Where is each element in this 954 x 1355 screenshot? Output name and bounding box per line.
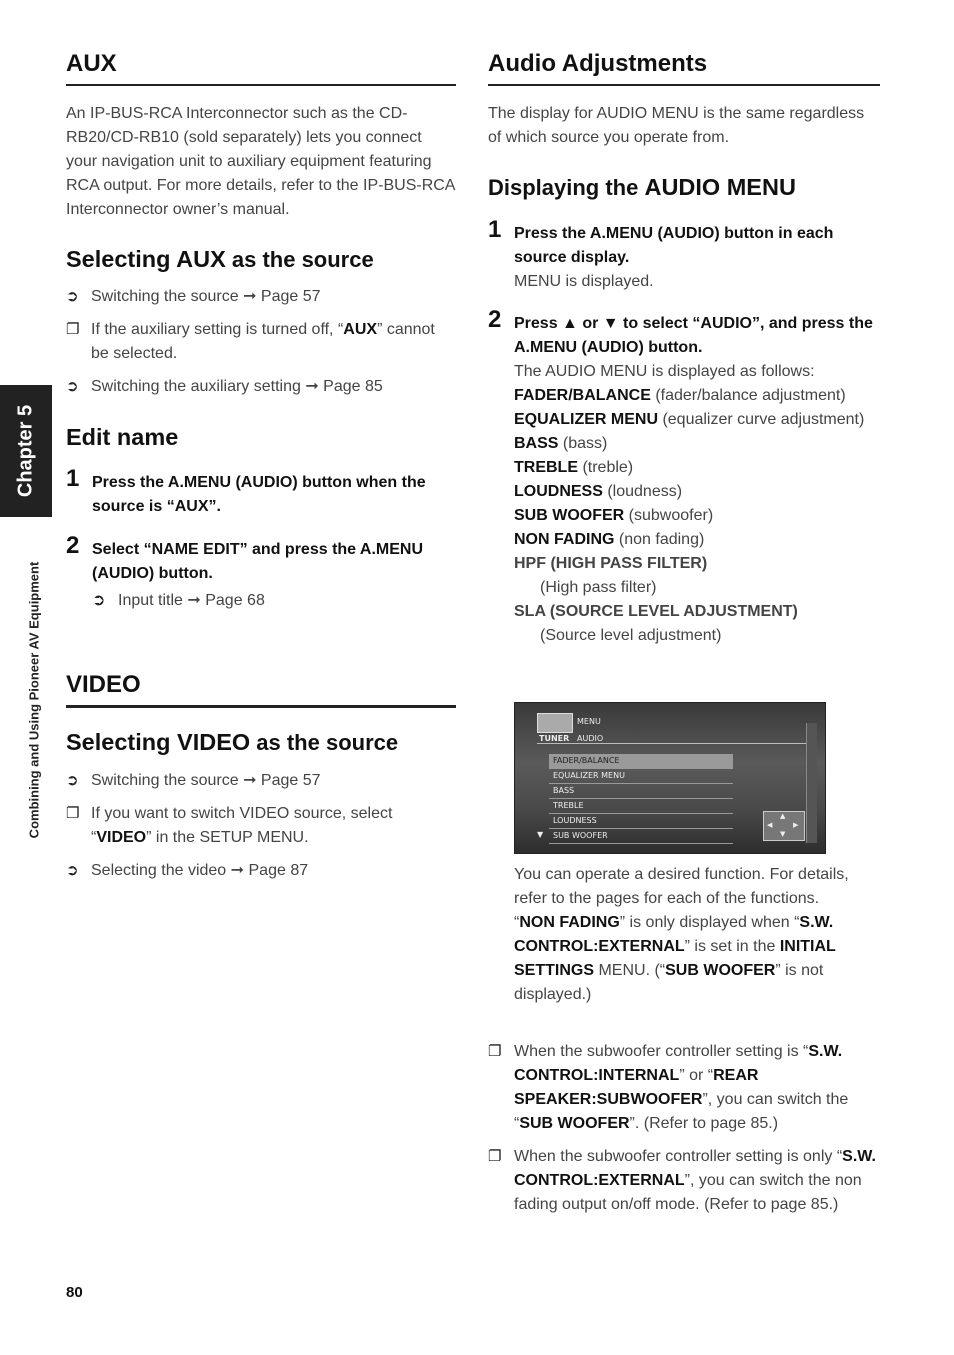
audio-notes (488, 863, 880, 1007)
arrow-bullet-icon: ➲ (66, 378, 79, 395)
page-number: 80 (66, 1284, 83, 1301)
screen-tuner-label: TUNER (539, 734, 570, 743)
sla-item: SLA (SOURCE LEVEL ADJUSTMENT) (514, 603, 798, 620)
audio-menu-item: LOUDNESS (loudness) (514, 483, 683, 500)
scroll-down-icon: ▼ (537, 830, 544, 839)
hpf-desc: (High pass filter) (540, 579, 657, 596)
aux-bullet-3: ➲ Switching the auxiliary setting ➞ Page 85 (66, 375, 456, 399)
displaying-audio-menu-heading: Displaying the AUDIO MENU (488, 174, 796, 200)
video-heading: VIDEO (66, 671, 456, 708)
checkbox-bullet-icon: ❐ (66, 805, 80, 822)
nav-right-icon: ▶ (793, 821, 799, 829)
chapter-label: Chapter 5 (14, 404, 37, 498)
screen-item: FADER/BALANCE (549, 754, 733, 769)
screen-audio-label: AUDIO (577, 734, 604, 743)
nav-left-icon: ◀ (767, 821, 773, 829)
audio-intro: The display for AUDIO MENU is the same regardless of which source you operate from. (488, 105, 865, 146)
screen-item: SUB WOOFER (549, 829, 733, 844)
audio-menu-item: BASS (bass) (514, 435, 608, 452)
screen-item: BASS (549, 784, 733, 799)
edit-step-2: 2 Select “NAME EDIT” and press the A.MENU (AUDIO) button. ➲ Input title ➞ Page 68 (66, 538, 456, 613)
arrow-bullet-icon: ➲ (66, 772, 79, 789)
subwoofer-note-2: ❐ When the subwoofer controller setting is only “S.W. CONTROL:EXTERNAL”, you can switch the non fading output on/off mode. (Refer to page 85.) (488, 1145, 880, 1217)
nav-up-icon: ▲ (780, 812, 786, 820)
screen-direction-pad (763, 811, 805, 841)
subwoofer-note-1: ❐ When the subwoofer controller setting is “S.W. CONTROL:INTERNAL” or “REAR SPEAKER:SUBWOOFER”, you can switch the “SUB WOOFER”. (Refer to page 85.) (488, 1040, 880, 1136)
arrow-bullet-icon: ➲ (66, 288, 79, 305)
video-bullet-3: ➲ Selecting the video ➞ Page 87 (66, 859, 456, 883)
video-bullet-2: ❐ If you want to switch VIDEO source, select “VIDEO” in the SETUP MENU. (66, 802, 456, 850)
sla-desc: (Source level adjustment) (540, 627, 722, 644)
audio-menu-item: FADER/BALANCE (fader/balance adjustment) (514, 387, 846, 404)
screen-scrollbar (806, 723, 817, 843)
aux-intro: An IP-BUS-RCA Interconnector such as the CD-RB20/CD-RB10 (sold separately) lets you connect your navigation unit to auxiliary equipment featuring RCA output. For more details, refer to the IP-BUS-RCA Interconnector owner’s manual. (66, 105, 455, 218)
chapter-tab (0, 385, 52, 517)
checkbox-bullet-icon: ❐ (488, 1043, 502, 1060)
audio-menu-item: TREBLE (treble) (514, 459, 634, 476)
selecting-video-heading: Selecting VIDEO as the source (66, 729, 399, 755)
aux-heading: AUX (66, 50, 456, 86)
audio-menu-item: EQUALIZER MENU (equalizer curve adjustment) (514, 411, 865, 428)
edit-step-1: 1 Press the A.MENU (AUDIO) button when the source is “AUX”. (66, 465, 426, 515)
checkbox-bullet-icon: ❐ (488, 1148, 502, 1165)
audio-step-2: 2 Press ▲ or ▼ to select “AUDIO”, and press the A.MENU (AUDIO) button. The AUDIO MENU is displayed as follows: FADER/BALANCE (fader/balance adjustment) EQUALIZER MENU (equalizer curve adjustment) BASS (bass) TREBLE (treble) LOUDNESS (loudness) SUB WOOFER (subwoofer) NON FADING (non fading) HPF (HIGH PASS FILTER) (High pass filter) SLA (SOURCE LEVEL ADJUSTMENT) (Source level adjustment) (488, 312, 880, 648)
menu-icon (537, 713, 573, 733)
arrow-bullet-icon: ➲ (92, 592, 106, 609)
screen-item: TREBLE (549, 799, 733, 814)
non-fading-note: “NON FADING” is only displayed when “S.W. CONTROL:EXTERNAL” is set in the INITIAL SETTINGS MENU. (“SUB WOOFER” is not displayed.) (514, 914, 836, 1003)
audio-menu-item: NON FADING (non fading) (514, 531, 705, 548)
video-bullet-1: ➲ Switching the source ➞ Page 57 (66, 769, 456, 793)
screen-menu-label: MENU (577, 717, 601, 726)
hpf-item: HPF (HIGH PASS FILTER) (514, 555, 708, 572)
screen-item: EQUALIZER MENU (549, 769, 733, 784)
audio-step-1: 1 Press the A.MENU (AUDIO) button in each source display. MENU is displayed. (488, 216, 834, 290)
selecting-aux-heading: Selecting AUX as the source (66, 246, 374, 272)
audio-menu-item: SUB WOOFER (subwoofer) (514, 507, 714, 524)
audio-menu-screenshot (514, 702, 826, 854)
aux-bullet-1: ➲ Switching the source ➞ Page 57 (66, 285, 456, 309)
operate-note: You can operate a desired function. For details, refer to the pages for each of the functions. (514, 866, 849, 907)
section-side-label: Combining and Using Pioneer AV Equipment (26, 561, 42, 839)
arrow-bullet-icon: ➲ (66, 862, 79, 879)
screen-item: LOUDNESS (549, 814, 733, 829)
edit-name-heading: Edit name (66, 424, 179, 450)
screen-header (537, 713, 807, 744)
audio-adjustments-heading: Audio Adjustments (488, 50, 880, 86)
aux-bullet-2: ❐ If the auxiliary setting is turned off, “AUX” cannot be selected. (66, 318, 456, 366)
checkbox-bullet-icon: ❐ (66, 321, 80, 338)
nav-down-icon: ▼ (780, 830, 786, 838)
